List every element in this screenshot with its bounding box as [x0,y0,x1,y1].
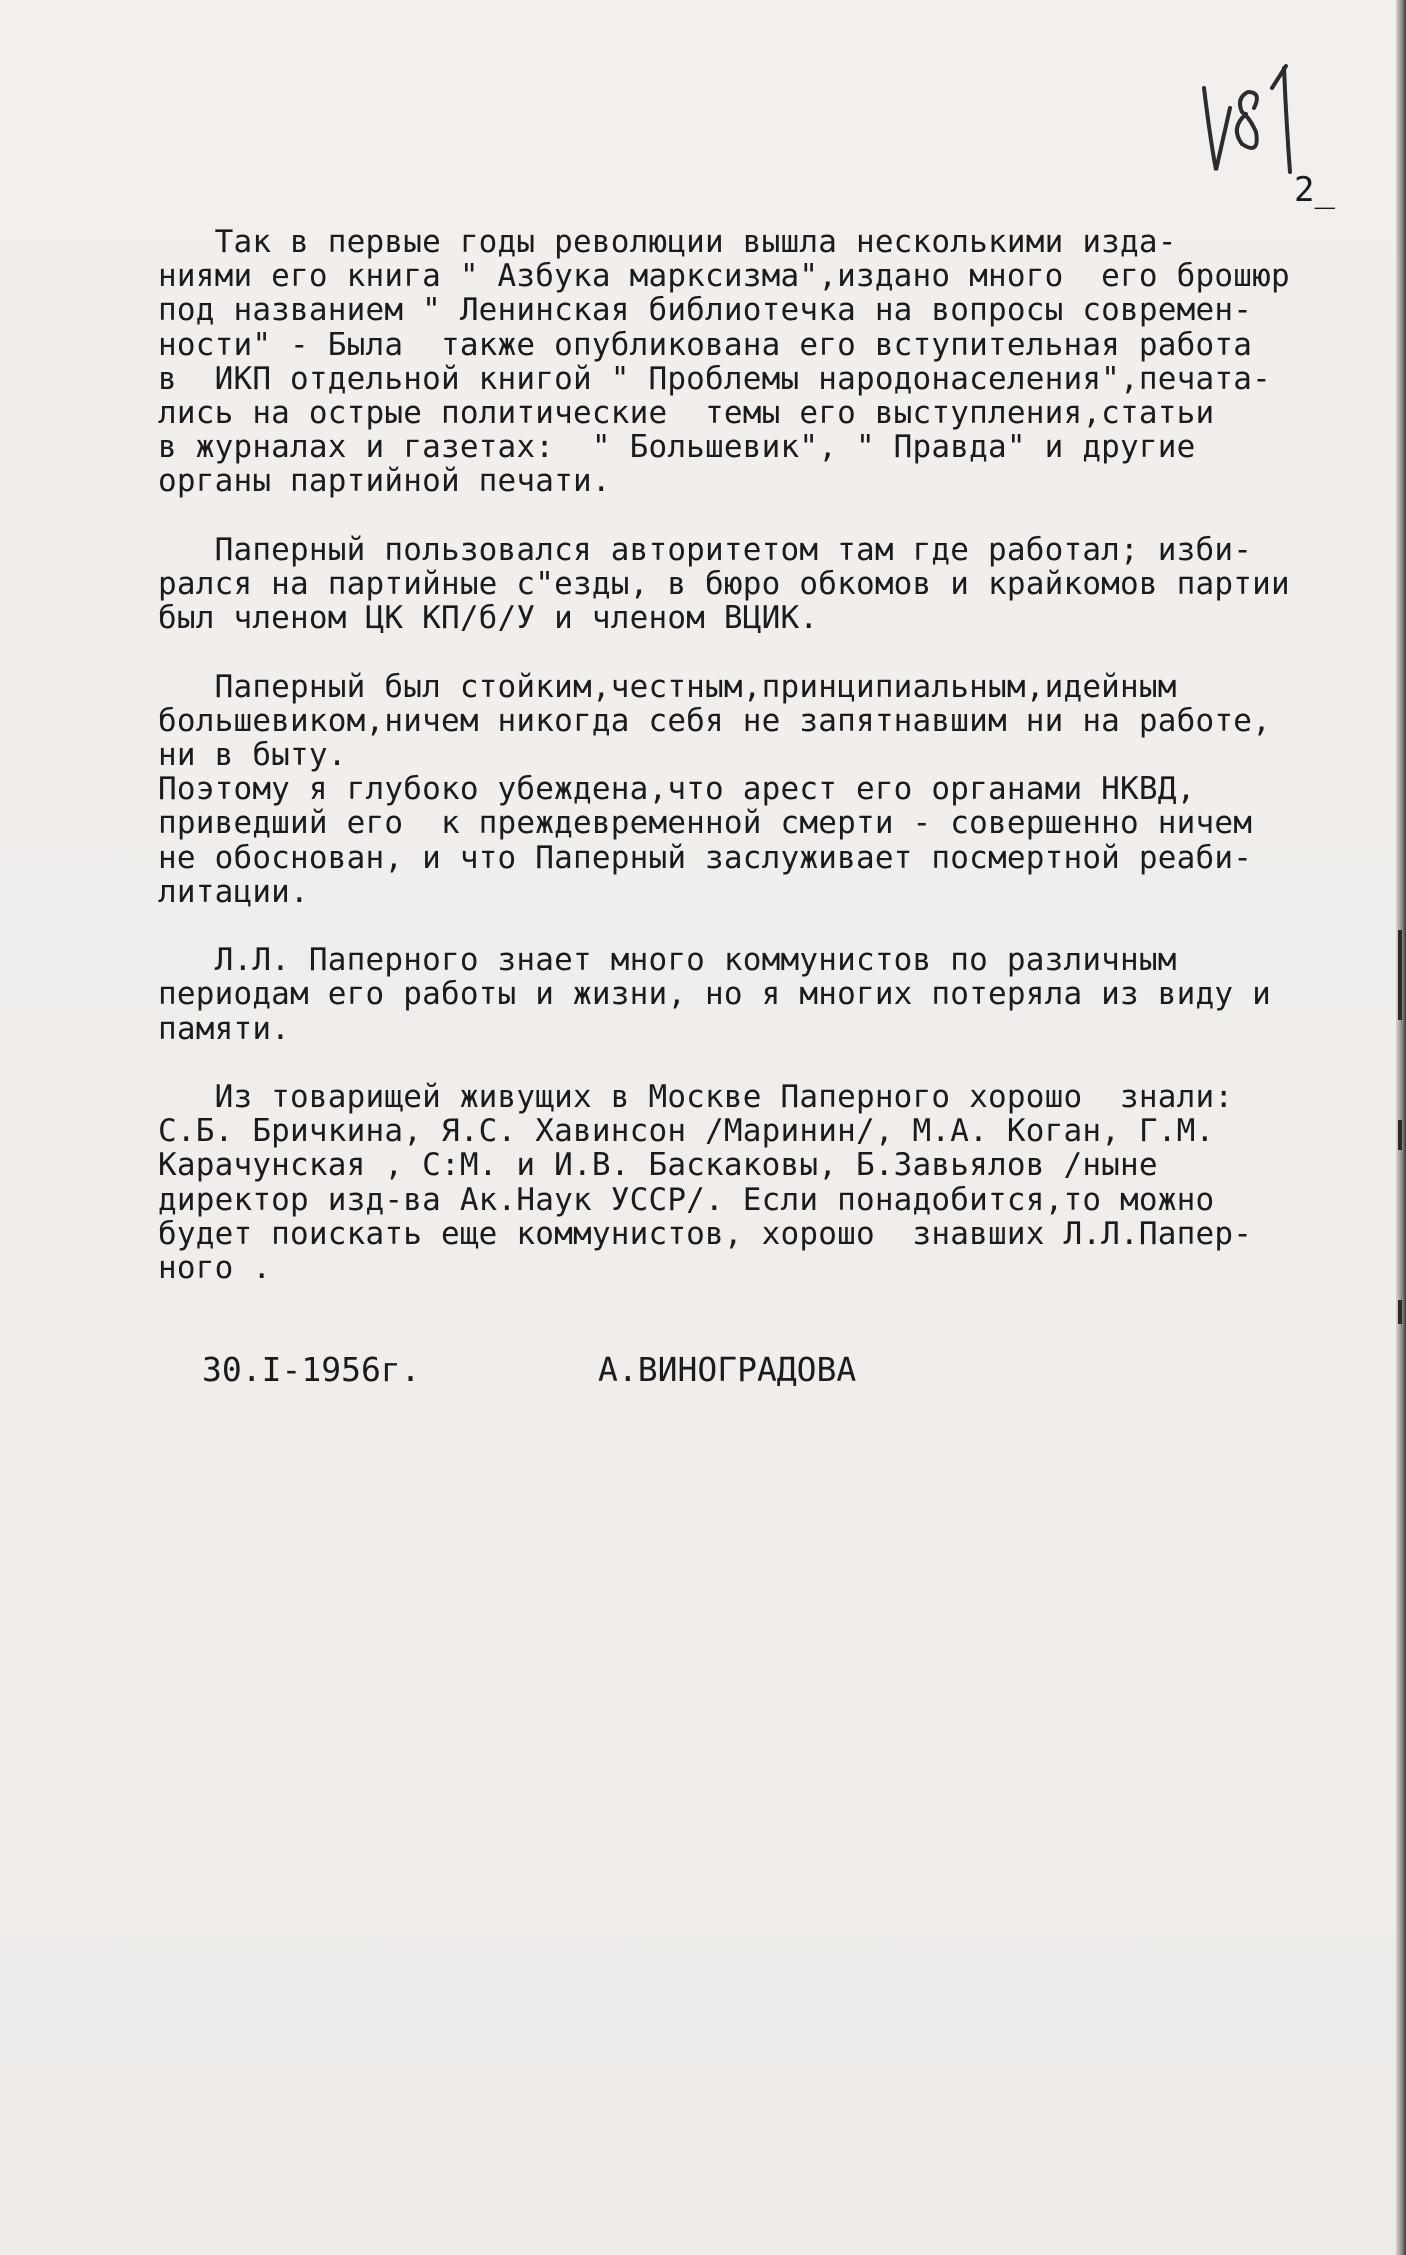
text-line: Так в первые годы революции вышла несколькими изда- [158,224,1177,260]
edge-mark [1398,930,1402,1020]
text-line: в ИКП отдельной книгой " Проблемы народонаселения",печата- [158,360,1271,397]
text-line: большевиком,ничем никогда себя не запятнавшим ни на работе, [158,702,1271,739]
signature-name: А.ВИНОГРАДОВА [598,1350,857,1389]
text-line: ни в быту. [158,737,347,773]
text-line: органы партийной печати. [158,463,611,500]
text-line: периодам его работы и жизни, но я многих потеряла из виду и [158,976,1271,1013]
edge-mark [1398,1120,1402,1150]
text-line: лись на острые политические темы его выступления,статьи [158,395,1215,431]
text-line: Паперный пользовался авторитетом там где работал; изби- [158,531,1253,568]
text-line: литации. [158,873,309,910]
text-line: Паперный был стойким,честным,принципиальным,идейным [158,668,1177,705]
document-date: 30.I-1956г. [202,1350,421,1389]
text-line: в журналах и газетах: " Большевик", " Правда" и другие [158,429,1196,466]
text-line: под названием " Ленинская библиотечка на вопросы современ- [158,292,1253,329]
text-line: С.Б. Бричкина, Я.С. Хавинсон /Маринин/, М.А. Коган, Г.М. [158,1113,1215,1150]
edge-mark [1398,1300,1402,1324]
text-line: ниями его книга " Азбука марксизма",издано много его брошюр [158,258,1290,295]
text-line: Поэтому я глубоко убеждена,что арест его органами НКВД, [158,771,1196,808]
text-line: был членом ЦК КП/б/У и членом ВЦИК. [158,600,819,637]
text-line: Из товарищей живущих в Москве Паперного хорошо знали: [158,1079,1234,1115]
text-line: приведший его к преждевременной смерти - совершенно ничем [158,805,1253,842]
text-line: будет поискать еще коммунистов, хорошо знавших Л.Л.Папер- [158,1215,1253,1252]
text-line: памяти. [158,1010,291,1047]
handwritten-folio-number [1190,48,1310,188]
text-line: Л.Л. Паперного знает много коммунистов по различным [158,942,1177,979]
text-line: ного . [158,1250,272,1286]
text-line: не обоснован, и что Паперный заслуживает посмертной реаби- [158,839,1253,876]
text-line: директор изд-ва Ак.Наук УССР/. Если понадобится,то можно [158,1181,1215,1218]
text-line: рался на партийные с"езды, в бюро обкомов и крайкомов партии [158,566,1290,602]
page-number: 2_ [1294,170,1335,210]
text-line: ности" - Была также опубликована его вступительная работа [158,326,1253,363]
text-line: Карачунская , С:М. и И.В. Баскаковы, Б.Завьялов /ныне [158,1147,1158,1184]
